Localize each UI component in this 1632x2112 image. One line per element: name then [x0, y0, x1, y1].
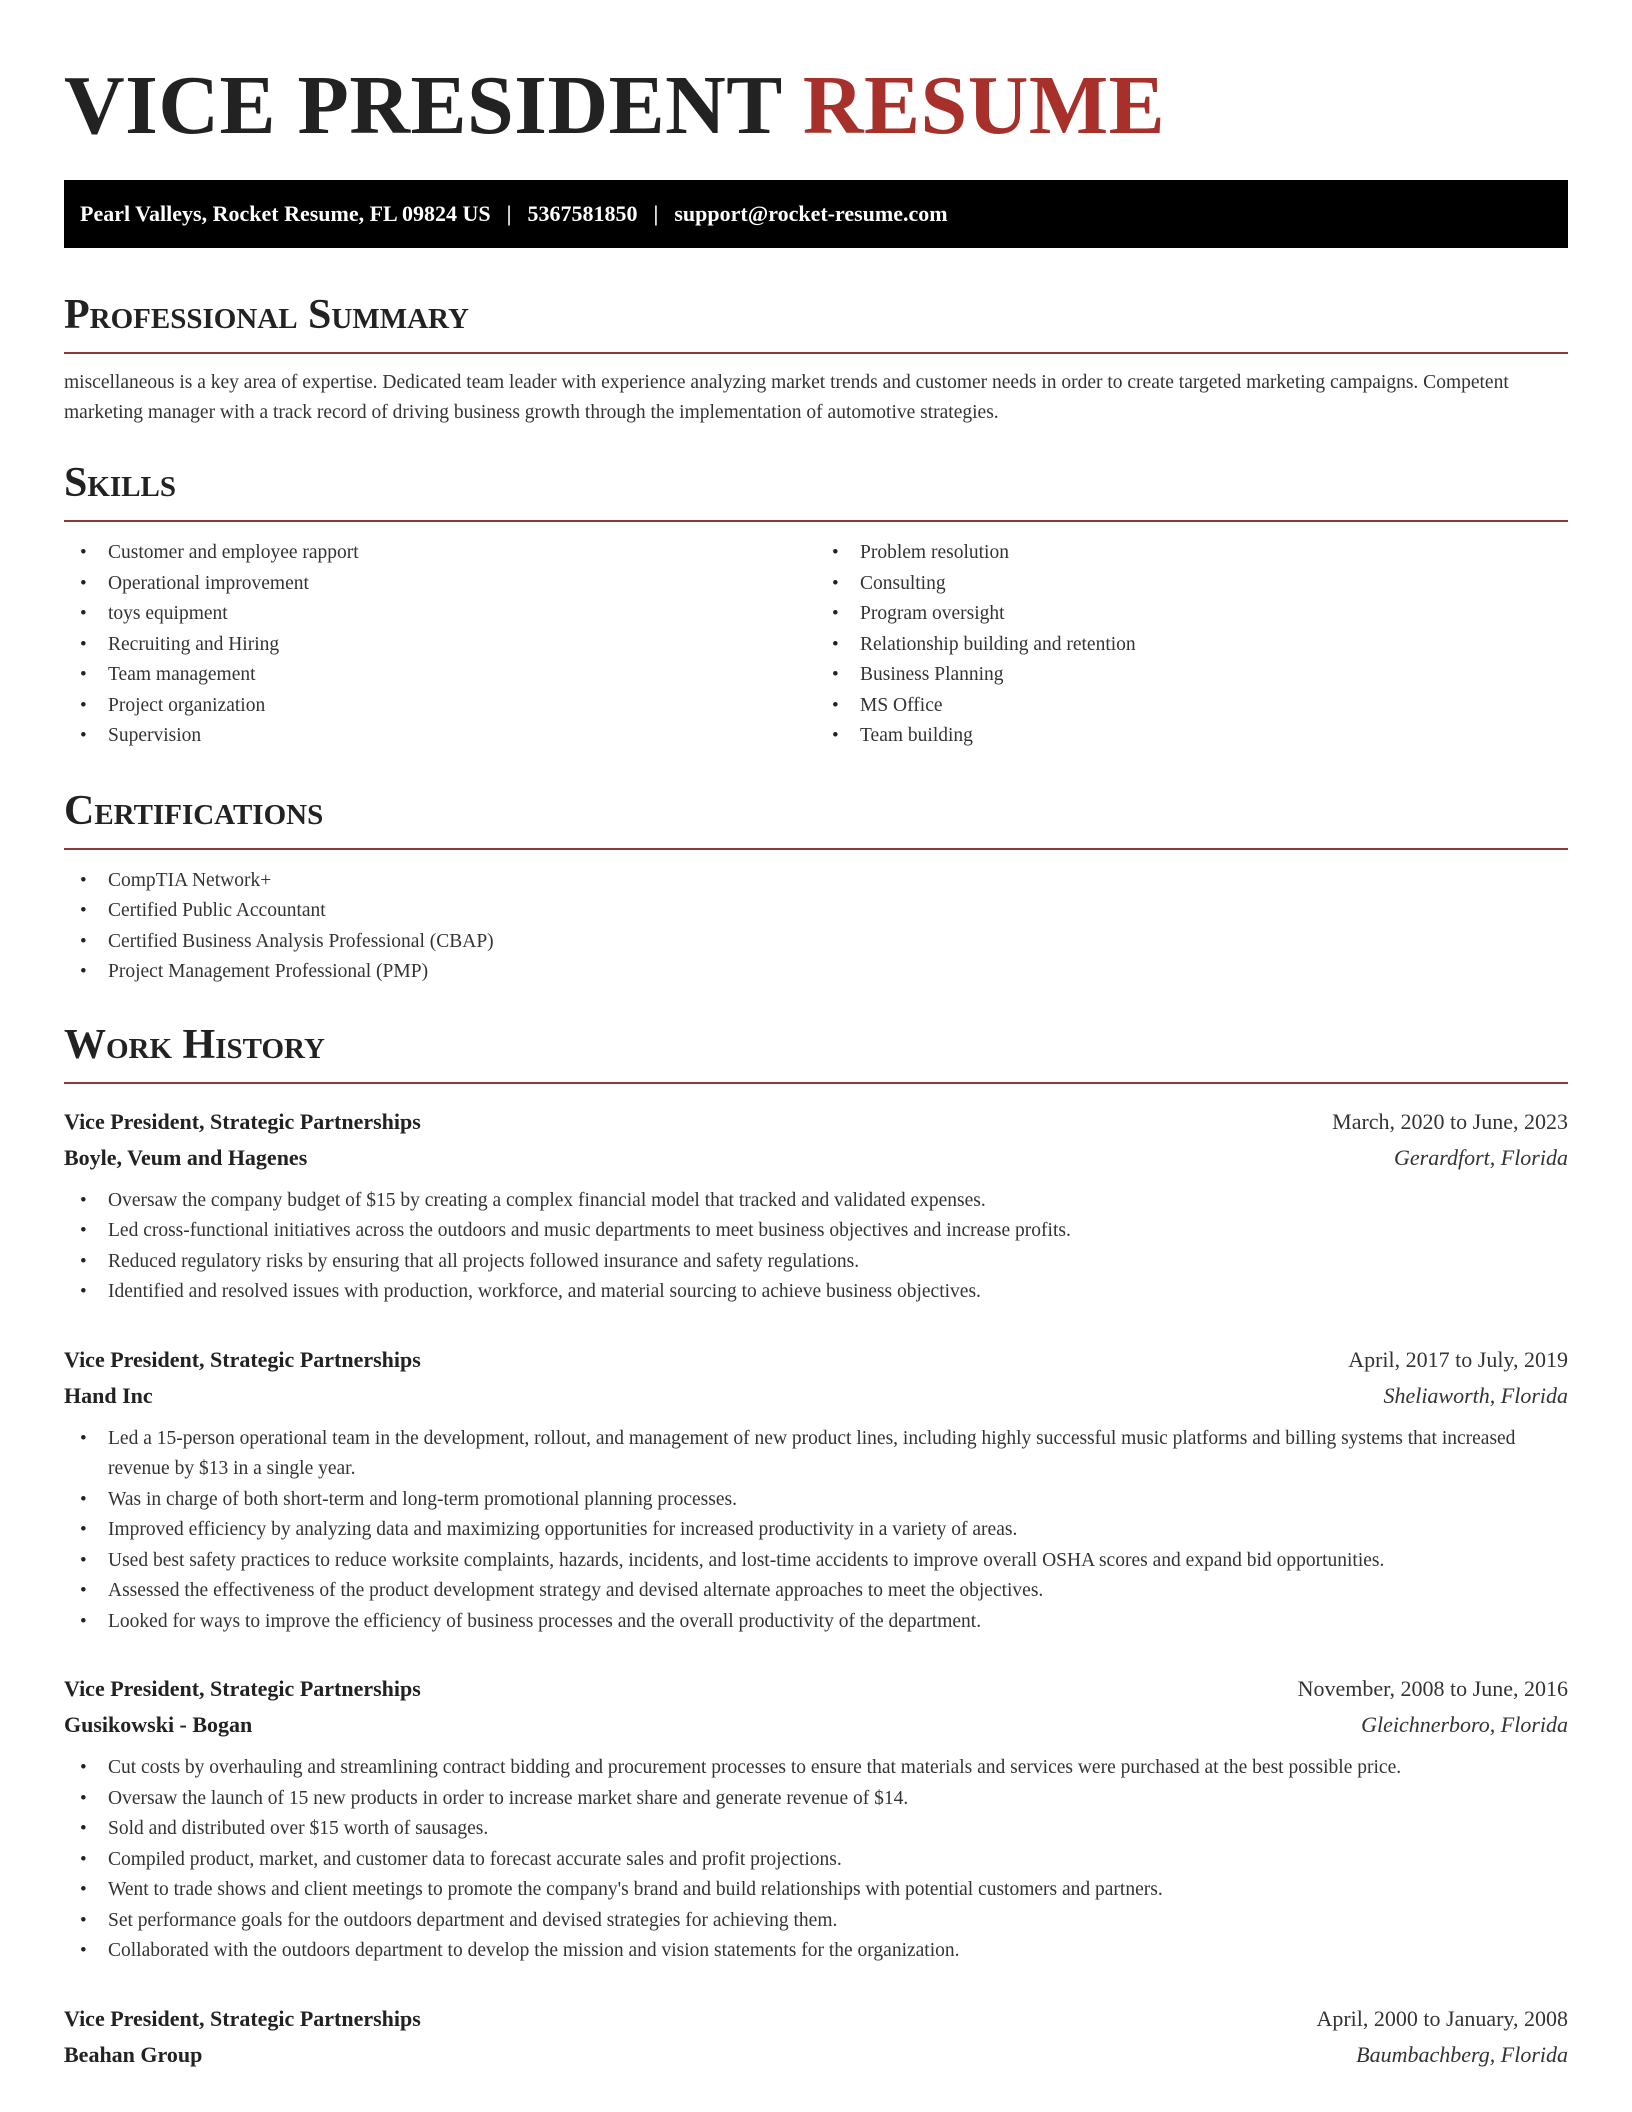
- skills-list-left: [64, 538, 816, 752]
- skill-item: • MS Office: [816, 691, 1568, 722]
- skill-item: • Customer and employee rapport: [64, 538, 816, 569]
- job-duty: • Led a 15-person operational team in the development, rollout, and management of new product lines, including highly successful music platforms and billing systems that increased revenue by $13 in a single year.: [64, 1424, 1568, 1485]
- job-entry: [64, 1104, 1568, 1308]
- job-duty: • Identified and resolved issues with production, workforce, and material sourcing to achieve business objectives.: [64, 1277, 1568, 1308]
- skill-item: • Supervision: [64, 721, 816, 752]
- job-location: Sheliaworth, Florida: [1383, 1382, 1568, 1408]
- job-duty: • Collaborated with the outdoors department to develop the mission and vision statements for the organization.: [64, 1936, 1568, 1967]
- certification-item: • Project Management Professional (PMP): [64, 957, 1568, 988]
- job-duties: [64, 1753, 1568, 1967]
- job-dates: November, 2008 to June, 2016: [1297, 1676, 1568, 1701]
- skill-item: • toys equipment: [64, 599, 816, 630]
- work-heading: Work History: [64, 1021, 325, 1068]
- contact-separator: |: [653, 201, 659, 226]
- section-divider: [64, 352, 1568, 354]
- certification-item: • CompTIA Network+: [64, 866, 1568, 897]
- certifications-list: [64, 866, 1568, 988]
- summary-text: miscellaneous is a key area of expertise. Dedicated team leader with experience analyzing market trends and customer needs in order to create targeted marketing campaigns. Competent marketing manager with a track record of driving business growth through the implementation of automotive strategies.: [64, 372, 1509, 423]
- title-accent: RESUME: [802, 59, 1166, 152]
- title-main: VICE PRESIDENT: [64, 59, 782, 152]
- skills-heading: Skills: [64, 460, 177, 506]
- job-entry: [64, 1342, 1568, 1638]
- skill-item: • Team management: [64, 660, 816, 691]
- job-dates: April, 2000 to January, 2008: [1316, 2005, 1568, 2031]
- job-dates: March, 2020 to June, 2023: [1332, 1108, 1568, 1134]
- job-location: Baumbachberg, Florida: [1356, 2041, 1568, 2067]
- job-company: Boyle, Veum and Hagenes: [64, 1144, 308, 1170]
- skill-item: • Team building: [816, 721, 1568, 752]
- work-section: [64, 1020, 1568, 2073]
- job-title: Vice President, Strategic Partnerships: [64, 1676, 421, 1701]
- job-location: Gerardfort, Florida: [1394, 1144, 1568, 1170]
- resume-title: [64, 0, 1568, 156]
- skill-item: • Consulting: [816, 569, 1568, 600]
- job-duties: [64, 1186, 1568, 1308]
- job-title: Vice President, Strategic Partnerships: [64, 2005, 421, 2031]
- job-company: Hand Inc: [64, 1382, 153, 1408]
- skills-list-right: [816, 538, 1568, 752]
- certifications-heading: Certifications: [64, 787, 324, 834]
- section-divider: [64, 520, 1568, 522]
- job-title: Vice President, Strategic Partnerships: [64, 1346, 421, 1372]
- job-dates: April, 2017 to July, 2019: [1348, 1346, 1568, 1372]
- job-duty: • Looked for ways to improve the efficiency of business processes and the overall productivity of the department.: [64, 1607, 1568, 1638]
- job-duty: • Sold and distributed over $15 worth of sausages.: [64, 1814, 1568, 1845]
- skill-item: • Program oversight: [816, 599, 1568, 630]
- job-duty: • Cut costs by overhauling and streamlining contract bidding and procurement processes to ensure that materials and services were purchased at the best possible price.: [64, 1753, 1568, 1784]
- certification-item: • Certified Public Accountant: [64, 896, 1568, 927]
- contact-bar: [64, 180, 1568, 248]
- job-duty: • Compiled product, market, and customer data to forecast accurate sales and profit projections.: [64, 1845, 1568, 1876]
- job-company: Gusikowski - Bogan: [64, 1712, 253, 1737]
- contact-phone: 5367581850: [527, 201, 638, 226]
- job-duty: • Reduced regulatory risks by ensuring that all projects followed insurance and safety regulations.: [64, 1247, 1568, 1278]
- job-entry: [64, 2001, 1568, 2073]
- job-entry: [64, 1671, 1568, 1967]
- job-duty: • Was in charge of both short-term and long-term promotional planning processes.: [64, 1485, 1568, 1516]
- skills-section: [64, 458, 1568, 752]
- job-company: Beahan Group: [64, 2041, 203, 2067]
- job-duty: • Went to trade shows and client meetings to promote the company's brand and build relationships with potential customers and partners.: [64, 1875, 1568, 1906]
- section-divider: [64, 1082, 1568, 1084]
- skill-item: • Business Planning: [816, 660, 1568, 691]
- job-duty: • Oversaw the company budget of $15 by creating a complex financial model that tracked and validated expenses.: [64, 1186, 1568, 1217]
- contact-address: Pearl Valleys, Rocket Resume, FL 09824 US: [80, 201, 491, 226]
- job-duty: • Improved efficiency by analyzing data and maximizing opportunities for increased productivity in a variety of areas.: [64, 1515, 1568, 1546]
- skill-item: • Problem resolution: [816, 538, 1568, 569]
- summary-heading: Professional Summary: [64, 292, 469, 338]
- job-duty: • Assessed the effectiveness of the product development strategy and devised alternate approaches to meet the objectives.: [64, 1576, 1568, 1607]
- skill-item: • Project organization: [64, 691, 816, 722]
- job-duty: • Led cross-functional initiatives across the outdoors and music departments to meet business objectives and increase profits.: [64, 1216, 1568, 1247]
- job-duty: • Set performance goals for the outdoors department and devised strategies for achieving them.: [64, 1906, 1568, 1937]
- skill-item: • Operational improvement: [64, 569, 816, 600]
- job-duty: • Oversaw the launch of 15 new products in order to increase market share and generate revenue of $14.: [64, 1784, 1568, 1815]
- job-duty: • Used best safety practices to reduce worksite complaints, hazards, incidents, and lost-time accidents to improve overall OSHA scores and expand bid opportunities.: [64, 1546, 1568, 1577]
- job-title: Vice President, Strategic Partnerships: [64, 1108, 421, 1134]
- skill-item: • Relationship building and retention: [816, 630, 1568, 661]
- section-divider: [64, 848, 1568, 850]
- summary-section: [64, 290, 1568, 428]
- certifications-section: [64, 786, 1568, 988]
- job-location: Gleichnerboro, Florida: [1361, 1712, 1568, 1737]
- contact-email[interactable]: support@rocket-resume.com: [674, 201, 948, 226]
- job-duties: [64, 1424, 1568, 1638]
- certification-item: • Certified Business Analysis Professional (CBAP): [64, 927, 1568, 958]
- skill-item: • Recruiting and Hiring: [64, 630, 816, 661]
- contact-separator: |: [506, 201, 512, 226]
